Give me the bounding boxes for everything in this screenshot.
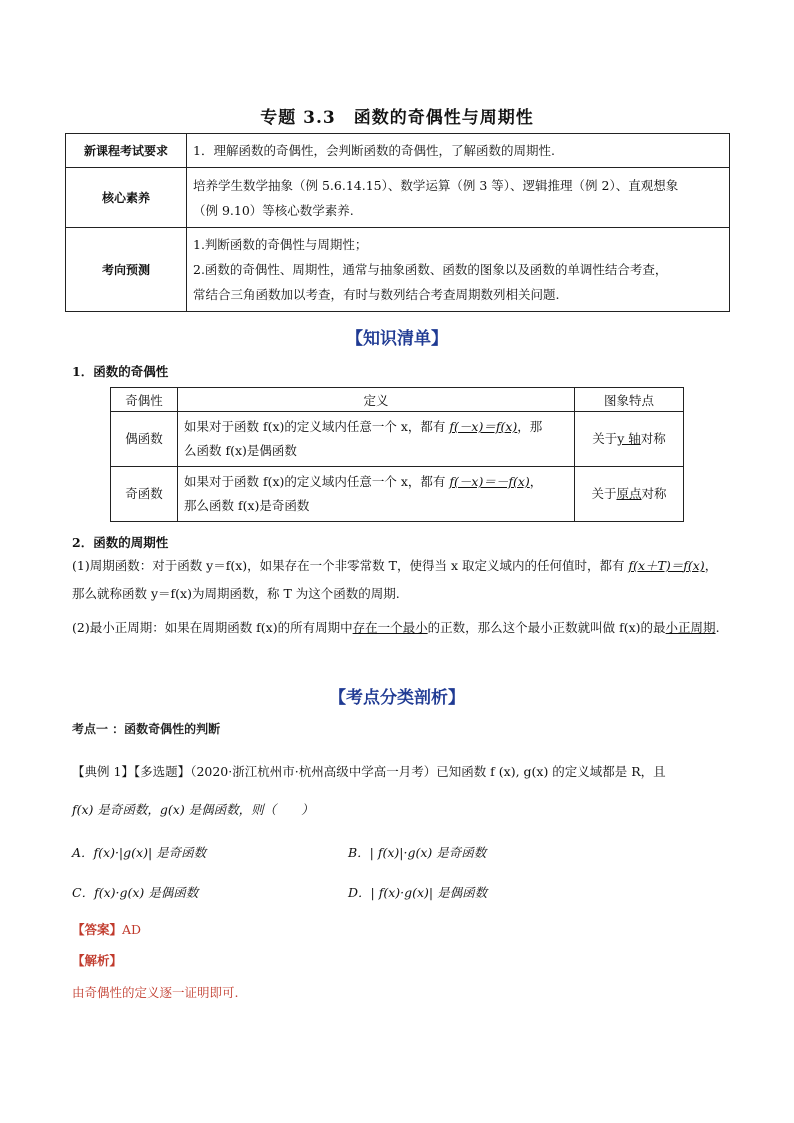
feat-key: y 轴 — [617, 431, 641, 446]
table-row — [66, 168, 730, 228]
def-text: 如果对于函数 f(x)的定义域内任意一个 x，都有 — [184, 474, 450, 489]
req-line: 1.判断函数的奇偶性与周期性； — [193, 237, 368, 252]
row-name: 奇函数 — [111, 467, 178, 522]
period-paragraph-1 — [72, 552, 726, 608]
col-header: 图象特点 — [575, 388, 684, 412]
req-text — [187, 134, 730, 168]
row-feature — [575, 467, 684, 522]
table-row — [66, 228, 730, 312]
req-label: 核心素养 — [66, 168, 187, 228]
option-a[interactable]: A．f(x)·|g(x)| 是奇函数 — [72, 845, 207, 860]
def-condition: f(－x)＝f(x) — [449, 419, 518, 434]
page-title — [0, 103, 794, 128]
row-name: 偶函数 — [111, 412, 178, 467]
option-d[interactable]: D．| f(x)·g(x)| 是偶函数 — [348, 885, 488, 900]
row-definition — [178, 412, 575, 467]
para-text: . — [715, 620, 720, 635]
row-definition — [178, 467, 575, 522]
para-text: (2)最小正周期：如果在周期函数 f(x)的所有周期中 — [72, 620, 353, 635]
question-line: f(x) 是奇函数，g(x) 是偶函数，则（ ） — [72, 802, 314, 817]
section-knowledge-heading: 【知识清单】 — [346, 329, 448, 349]
option-c[interactable]: C．f(x)·g(x) 是偶函数 — [72, 885, 199, 900]
table-row — [111, 467, 684, 522]
col-header: 定义 — [178, 388, 575, 412]
para-text: 的正数，那么这个最小正数就叫做 f(x)的最 — [427, 620, 666, 635]
title-code: 专题 3.3 — [260, 108, 336, 128]
feat-text: 关于 — [592, 431, 618, 446]
heading-periodicity: 2．函数的周期性 — [72, 535, 169, 550]
heading-parity: 1．函数的奇偶性 — [72, 364, 169, 379]
analysis-text: 由奇偶性的定义逐一证明即可. — [72, 985, 239, 1000]
question-tag: 【典例 1】【多选题】 — [72, 764, 191, 779]
req-line: 1．理解函数的奇偶性，会判断函数的奇偶性，了解函数的周期性. — [193, 143, 555, 158]
feat-text: 对称 — [641, 486, 667, 501]
req-line: 常结合三角函数加以考查，有时与数列结合考查周期数列相关问题. — [193, 287, 560, 302]
req-text — [187, 228, 730, 312]
feat-text: 对称 — [640, 431, 666, 446]
title-name: 函数的奇偶性与周期性 — [353, 108, 534, 128]
def-text: ，那 — [517, 419, 543, 434]
def-text: ， — [529, 474, 543, 489]
table-row — [111, 412, 684, 467]
option-b[interactable]: B．| f(x)|·g(x) 是奇函数 — [348, 845, 487, 860]
para-key: f(x＋T)＝ — [628, 558, 684, 573]
requirements-table — [65, 133, 730, 312]
kaodian-heading: 考点一 ：函数奇偶性的判断 — [72, 722, 221, 736]
req-line: 培养学生数学抽象（例 5.6.14.15）、数学运算（例 3 等）、逻辑推理（例 2）、直观想象 — [193, 177, 679, 193]
answer-label: 【答案】 — [72, 922, 123, 937]
period-paragraph-2 — [72, 614, 726, 642]
table-row — [66, 134, 730, 168]
def-text: 如果对于函数 f(x)的定义域内任意一个 x，都有 — [184, 419, 450, 434]
req-text — [187, 168, 730, 228]
feat-key: 原点 — [616, 486, 642, 501]
para-key: f(x) — [683, 558, 705, 573]
para-key: 小正周期 — [665, 620, 716, 635]
analysis-label: 【解析】 — [72, 953, 123, 968]
section-analysis-heading: 【考点分类剖析】 — [329, 688, 465, 708]
answer-value: AD — [122, 922, 142, 937]
def-text: 那么函数 f(x)是奇函数 — [184, 498, 310, 513]
req-label: 考向预测 — [66, 228, 187, 312]
req-line: 2.函数的奇偶性、周期性，通常与抽象函数、函数的图象以及函数的单调性结合考查， — [193, 262, 668, 277]
question-text — [72, 753, 732, 829]
req-label: 新课程考试要求 — [66, 134, 187, 168]
table-header-row — [111, 388, 684, 412]
col-header: 奇偶性 — [111, 388, 178, 412]
para-key: 存在一个最小 — [352, 620, 428, 635]
answer-line — [72, 920, 141, 938]
def-condition: f(－x)＝－f(x) — [449, 474, 530, 489]
para-text: ，那么就称函数 y＝f(x)为周期函数，称 T 为这个函数的周期. — [72, 558, 718, 601]
question-source: （2020·浙江杭州市·杭州高级中学高一月考）已知函数 f (x), g(x) 的定义域都是 R，且 — [190, 764, 666, 779]
def-text: 么函数 f(x)是偶函数 — [184, 443, 297, 458]
feat-text: 关于 — [591, 486, 617, 501]
para-text: (1)周期函数：对于函数 y＝f(x)，如果存在一个非零常数 T，使得当 x 取定义域内的任何值时，都有 — [72, 558, 629, 573]
req-line: （例 9.10）等核心数学素养. — [193, 202, 354, 218]
parity-definition-table — [110, 387, 684, 522]
row-feature — [575, 412, 684, 467]
